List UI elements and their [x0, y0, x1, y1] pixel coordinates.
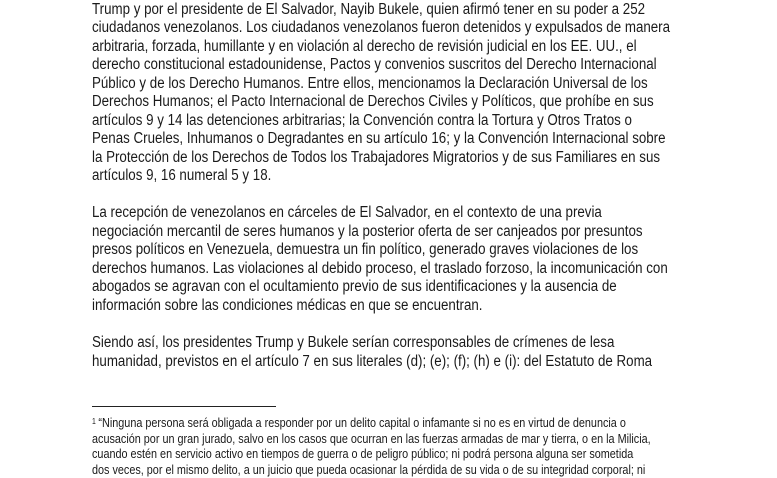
- text-line: Público y de los Derecho Humanos. Entre ellos, mencionamos la Declaración Universal de los: [92, 74, 648, 92]
- footnote-separator: [92, 406, 276, 407]
- text-line: Trump y por el presidente de El Salvador, Nayib Bukele, quien afirmó tener en su poder a 252: [92, 1, 646, 18]
- text-line: abogados se agravan con el ocultamiento previo de sus identificaciones y la ausencia de: [92, 278, 617, 295]
- text-line: Penas Crueles, Inhumanos o Degradantes en su artículo 16; y la Convención Internacional sobre: [92, 130, 666, 147]
- footnote-line: dos veces, por el mismo delito, a un juicio que pueda ocasionar la pérdida de su vida o de su integridad corporal; ni: [92, 462, 646, 477]
- text-line: presos políticos en Venezuela, demuestra un fin político, generado graves violaciones de los: [92, 241, 639, 258]
- footnote-line: [92, 416, 626, 431]
- footnote-line: acusación por un gran jurado, salvo en los casos que ocurran en las fuerzas armadas de mar y tierra, o en la Milicia,: [92, 431, 651, 446]
- text-line: La recepción de venezolanos en cárceles de El Salvador, en el contexto de una previa: [92, 204, 602, 221]
- text-line: derecho constitucional estadounidense, Pactos y convenios suscritos del Derecho Internacional: [92, 56, 657, 73]
- text-line: la Protección de los Derechos de Todos los Trabajadores Migratorios y de sus Familiares en sus: [92, 148, 661, 166]
- text-line: derechos humanos. Las violaciones al debido proceso, el traslado forzoso, la incomunicación con: [92, 259, 668, 277]
- footnote-text: “Ninguna persona será obligada a responder por un delito capital o infamante si no es en virtud de denuncia o: [98, 416, 626, 430]
- text-line: negociación mercantil de seres humanos y la posterior oferta de ser canjeados por presuntos: [92, 222, 643, 240]
- footnote-number: 1: [92, 417, 96, 426]
- text-line: información sobre las condiciones médicas en que se encuentran.: [92, 296, 483, 314]
- text-line: artículos 9, 16 numeral 5 y 18.: [92, 167, 272, 184]
- text-line: artículos 9 y 14 las detenciones arbitrarias; la Convención contra la Tortura y Otros Tratos o: [92, 111, 632, 129]
- text-line: Siendo así, los presidentes Trump y Bukele serían corresponsables de crímenes de lesa: [92, 334, 615, 351]
- text-line: arbitraria, forzada, humillante y en violación al derecho de revisión judicial en los EE. UU., el: [92, 37, 637, 55]
- text-line: Derechos Humanos; el Pacto Internacional de Derechos Civiles y Políticos, que prohíbe en sus: [92, 93, 654, 110]
- text-line: humanidad, previstos en el artículo 7 en sus literales (d); (e); (f); (h) e (i): del Estatuto de Roma: [92, 352, 653, 370]
- text-line: ciudadanos venezolanos. Los ciudadanos venezolanos fueron detenidos y expulsados de manera: [92, 19, 671, 36]
- footnote-line: cuando estén en servicio activo en tiempos de guerra o de peligro público; ni podrá persona alguna ser sometida: [92, 447, 634, 461]
